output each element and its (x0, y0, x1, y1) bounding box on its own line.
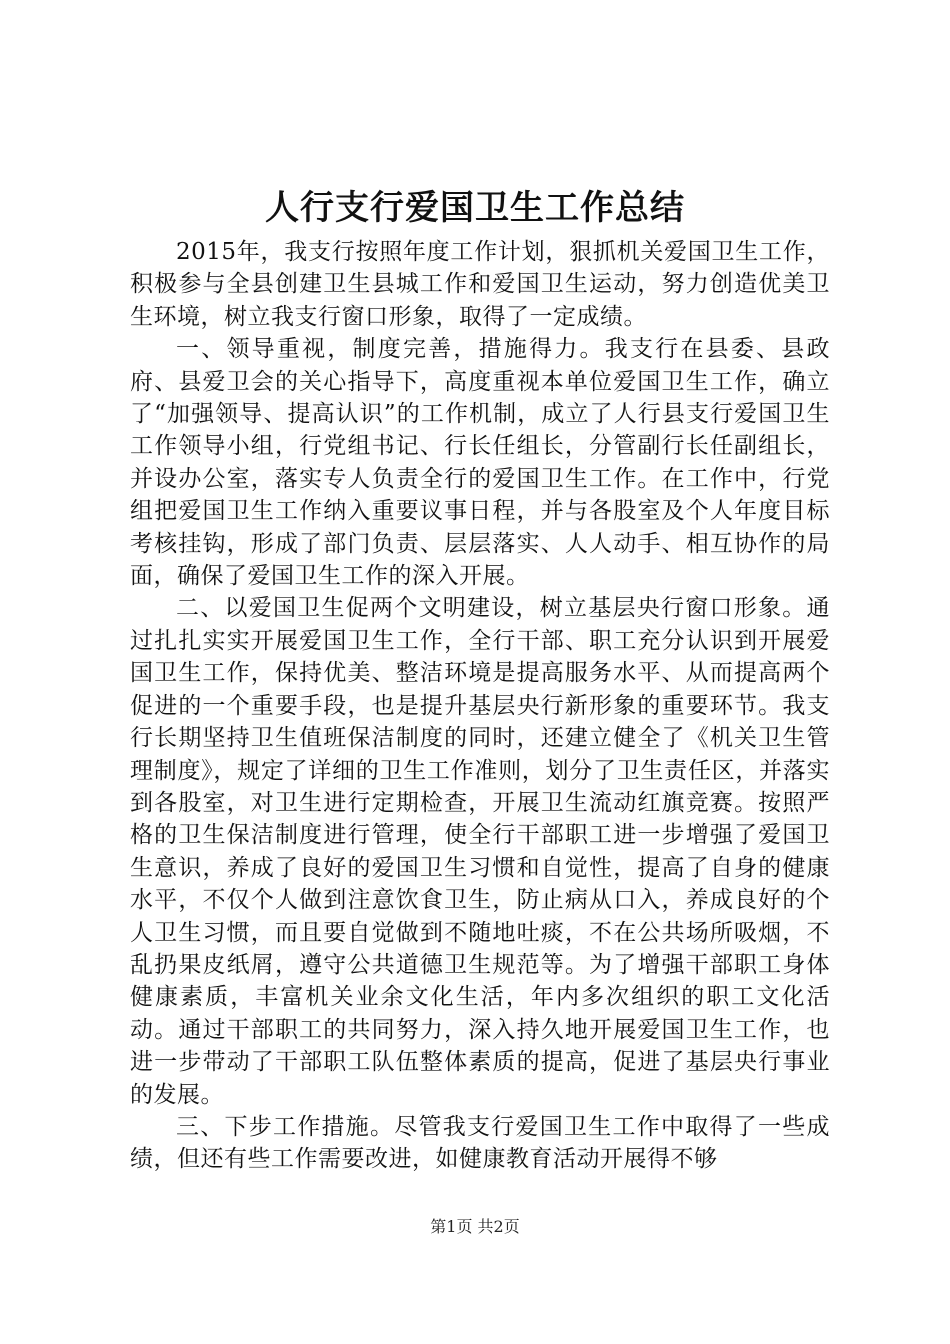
document-title: 人行支行爱国卫生工作总结 (265, 188, 685, 228)
document-body (130, 236, 830, 1176)
paragraph-intro: 2015年，我支行按照年度工作计划，狠抓机关爱国卫生工作，积极参与全县创建卫生县城工作和爱国卫生运动，努力创造优美卫生环境，树立我支行窗口形象，取得了一定成绩。 (130, 239, 830, 330)
paragraph-section-three: 三、下步工作措施。尽管我支行爱国卫生工作中取得了一些成绩，但还有些工作需要改进，如健康教育活动开展得不够 (130, 1113, 830, 1173)
page-number-footer: 第1页 共2页 (430, 1217, 520, 1236)
paragraph-section-two: 二、以爱国卫生促两个文明建设，树立基层央行窗口形象。通过扎扎实实开展爱国卫生工作，全行干部、职工充分认识到开展爱国卫生工作，保持优美、整洁环境是提高服务水平、从而提高两个促进的一个重要手段，也是提升基层央行新形象的重要环节。我支行长期坚持卫生值班保洁制度的同时，还建立健全了《机关卫生管理制度》，规定了详细的卫生工作准则，划分了卫生责任区，并落实到各股室，对卫生进行定期检查，开展卫生流动红旗竞赛。按照严格的卫生保洁制度进行管理，使全行干部职工进一步增强了爱国卫生意识，养成了良好的爱国卫生习惯和自觉性，提高了自身的健康水平，不仅个人做到注意饮食卫生，防止病从口入，养成良好的个人卫生习惯，而且要自觉做到不随地吐痰，不在公共场所吸烟，不乱扔果皮纸屑，遵守公共道德卫生规范等。为了增强干部职工身体健康素质，丰富机关业余文化生活，年内多次组织的职工文化活动。通过干部职工的共同努力，深入持久地开展爱国卫生工作，也进一步带动了干部职工队伍整体素质的提高，促进了基层央行事业的发展。 (130, 595, 830, 1108)
paragraph-section-one: 一、领导重视，制度完善，措施得力。我支行在县委、县政府、县爱卫会的关心指导下，高度重视本单位爱国卫生工作，确立了“加强领导、提高认识”的工作机制，成立了人行县支行爱国卫生工作领导小组，行党组书记、行长任组长，分管副行长任副组长，并设办公室，落实专人负责全行的爱国卫生工作。在工作中，行党组把爱国卫生工作纳入重要议事日程，并与各股室及个人年度目标考核挂钩，形成了部门负责、层层落实、人人动手、相互协作的局面，确保了爱国卫生工作的深入开展。 (130, 336, 830, 590)
